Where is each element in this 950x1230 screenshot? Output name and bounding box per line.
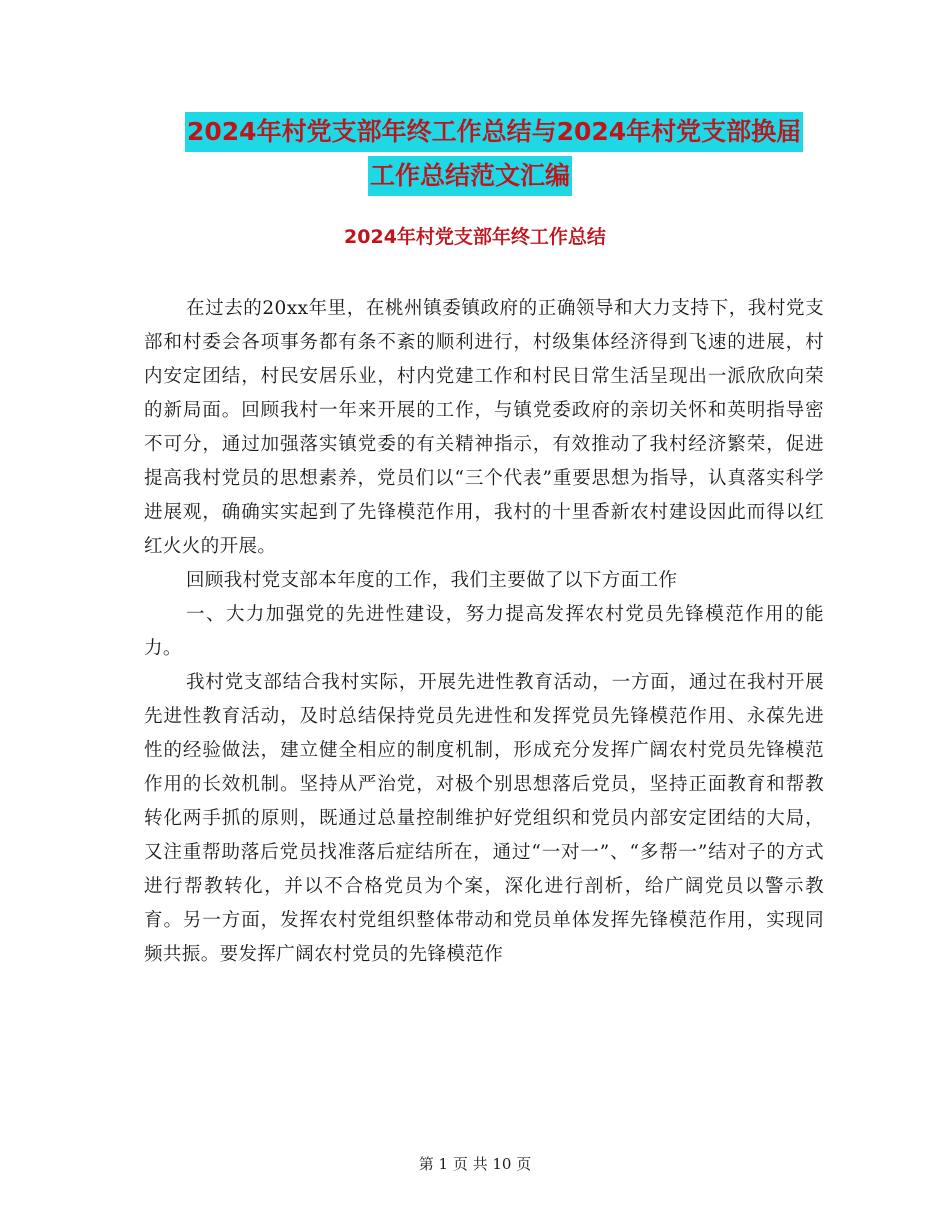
section-title: 2024年村党支部年终工作总结 [344,226,606,248]
paragraph-4: 我村党支部结合我村实际，开展先进性教育活动，一方面，通过在我村开展先进性教育活动，及时总结保持党员先进性和发挥党员先锋模范作用、永葆先进性的经验做法，建立健全相应的制度机制，形成充分发挥广阔农村党员先锋模范作用的长效机制。坚持从严治党，对极个别思想落后党员，坚持正面教育和帮教转化两手抓的原则，既通过总量控制维护好党组织和党员内部安定团结的大局，又注重帮助落后党员找准落后症结所在，通过“一对一”、“多帮一”结对子的方式进行帮教转化，并以不合格党员为个案，深化进行剖析，给广阔党员以警示教育。另一方面，发挥农村党组织整体带动和党员单体发挥先锋模范作用，实现同频共振。要发挥广阔农村党员的先锋模范作 [144,672,824,965]
title-row-1 [185,112,810,152]
paragraph-1: 在过去的20xx年里，在桃州镇委镇政府的正确领导和大力支持下，我村党支部和村委会各项事务都有条不紊的顺利进行，村级集体经济得到飞速的进展，村内安定团结，村民安居乐业，村内党建工作和村民日常生活呈现出一派欣欣向荣的新局面。回顾我村一年来开展的工作，与镇党委政府的亲切关怀和英明指导密不可分，通过加强落实镇党委的有关精神指示，有效推动了我村经济繁荣，促进提高我村党员的思想素养，党员们以“三个代表”重要思想为指导，认真落实科学进展观，确确实实起到了先锋模范作用，我村的十里香新农村建设因此而得以红红火火的开展。 [144,298,824,557]
paragraph-2: 回顾我村党支部本年度的工作，我们主要做了以下方面工作 [186,570,678,591]
title-line-2: 工作总结范文汇编 [368,156,572,196]
page-footer: 第 1 页 共 10 页 [418,1155,532,1173]
paragraph-3: 一、大力加强党的先进性建设，努力提高发挥农村党员先锋模范作用的能力。 [144,604,824,659]
title-line-1: 2024年村党支部年终工作总结与2024年村党支部换届 [185,112,803,152]
body-text [144,292,824,972]
title-row-2 [368,156,588,196]
